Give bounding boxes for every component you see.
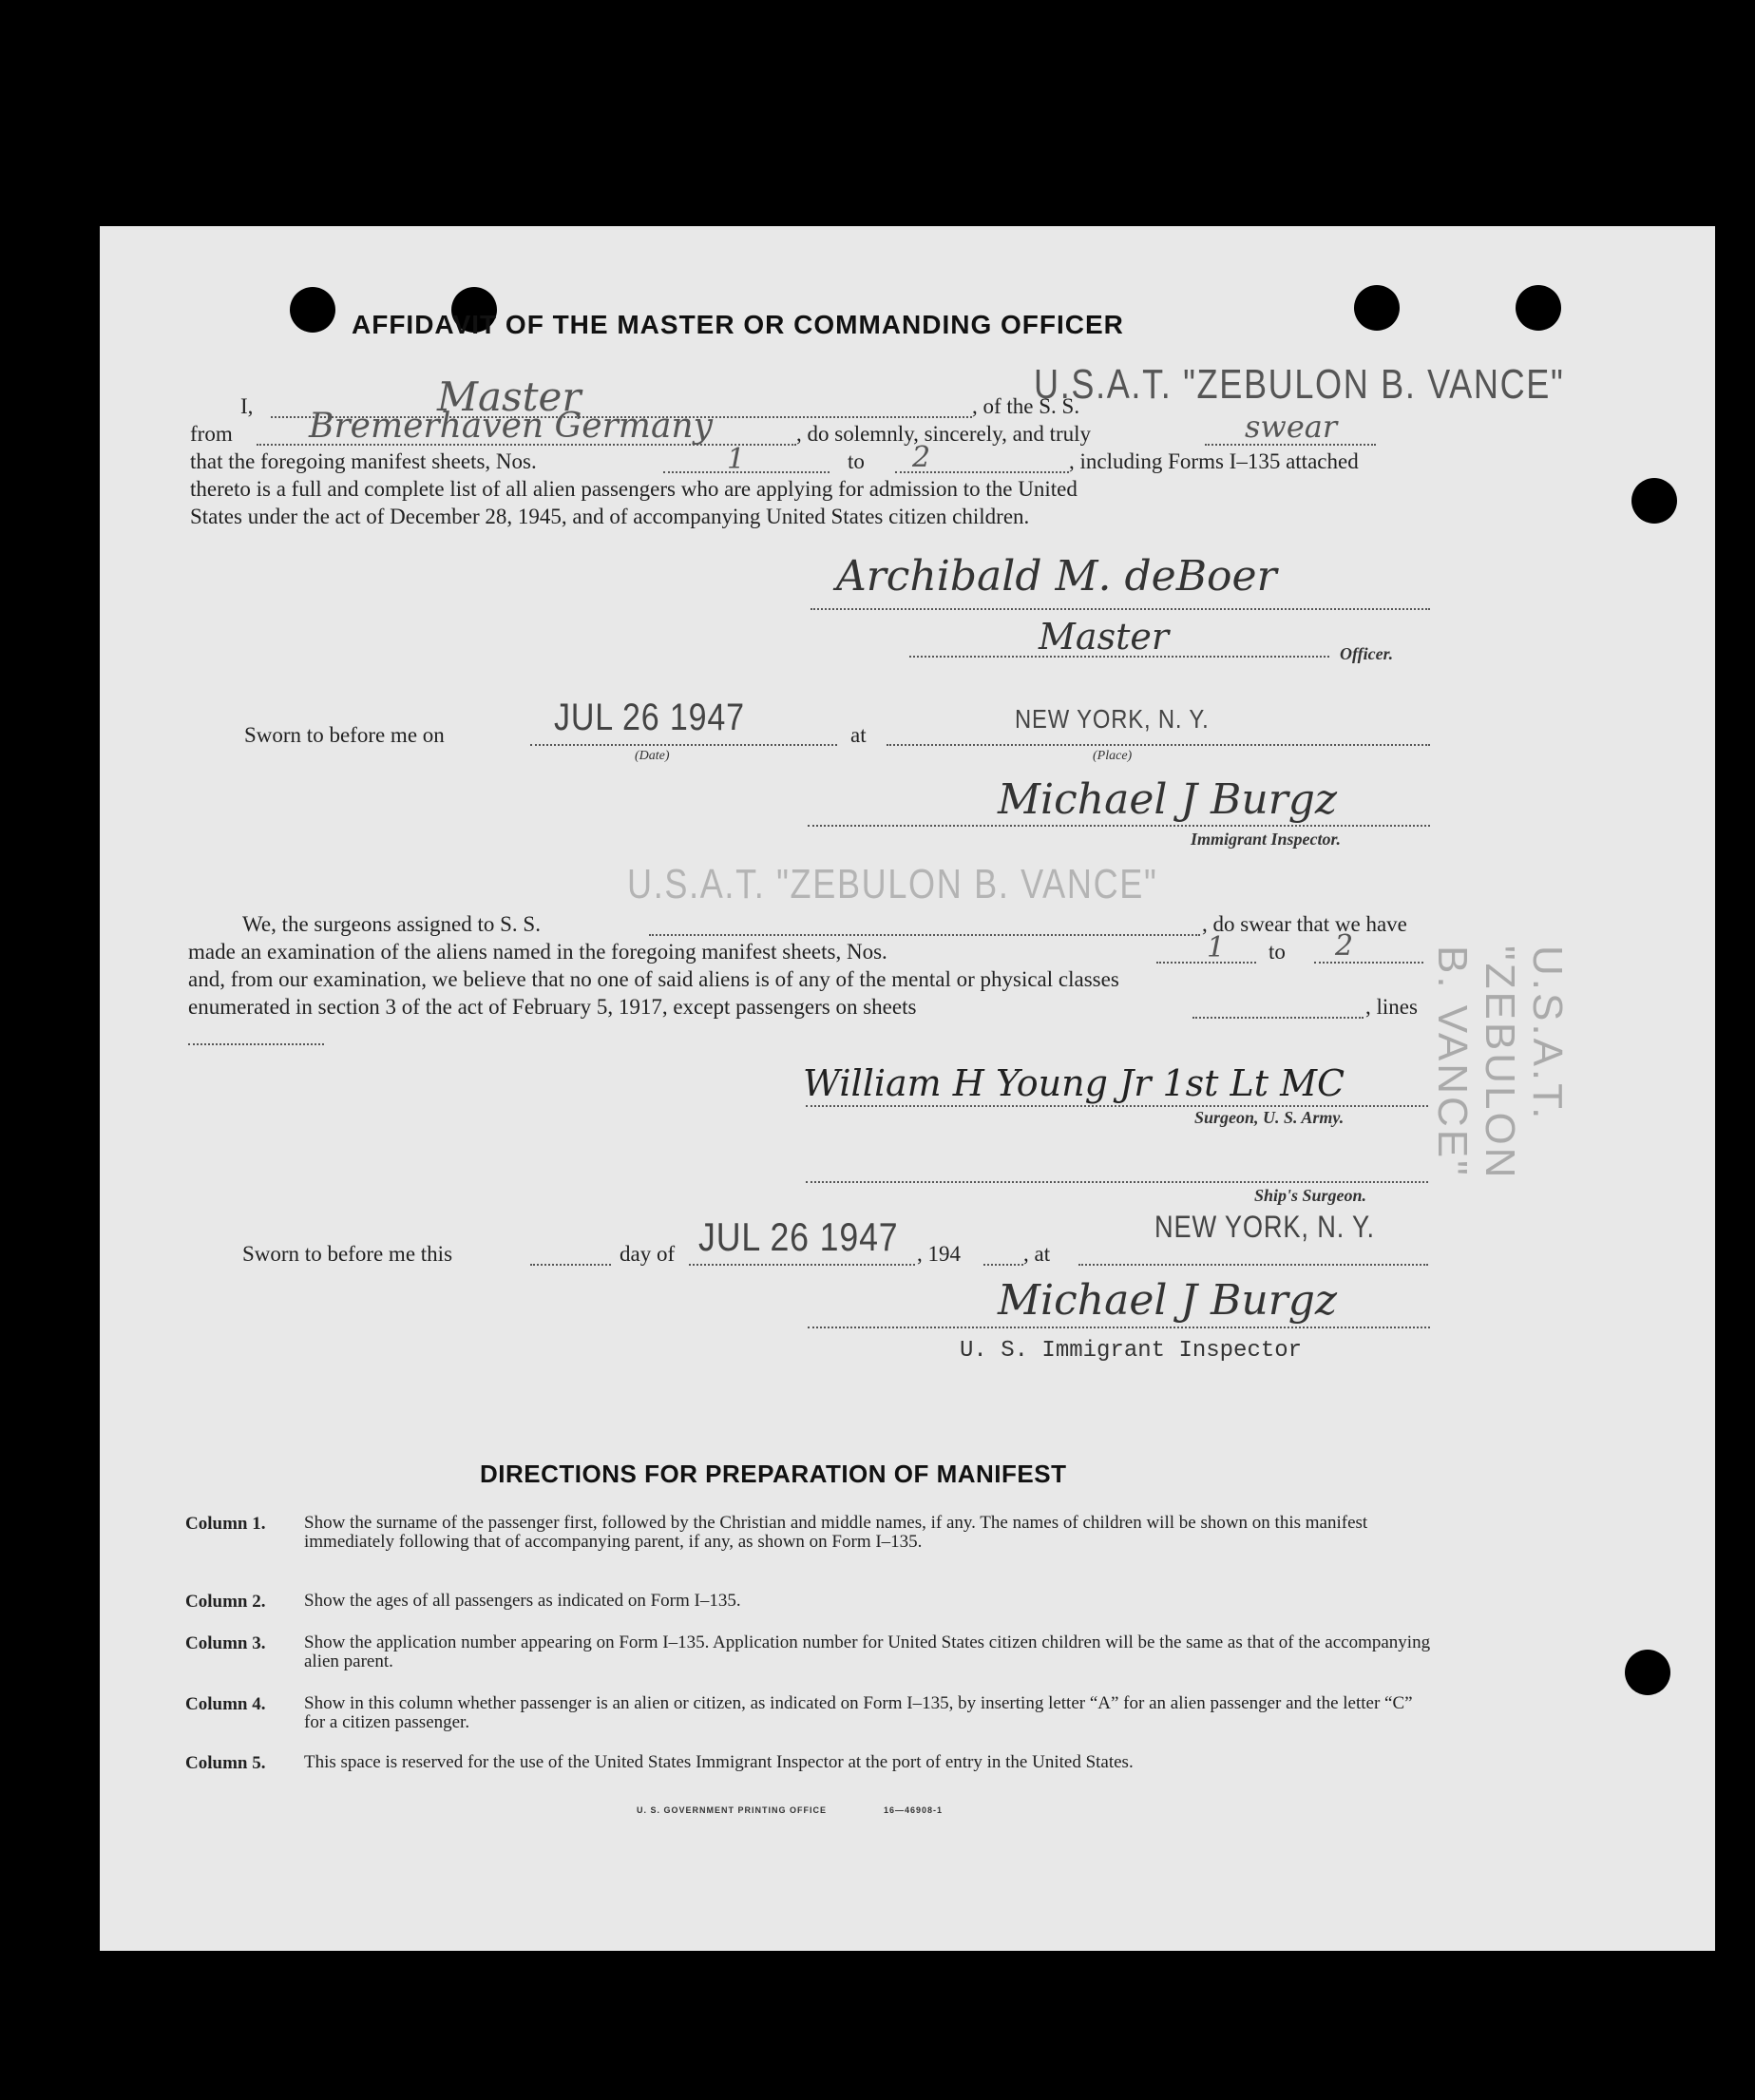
inspector-signature-second: Michael J Burgz (998, 1276, 1338, 1325)
surgeons-line1-suffix: , do swear that we have (1202, 912, 1407, 936)
line2-handwriting: Bremerhaven Germany (309, 407, 713, 446)
line3-to: to (848, 449, 865, 473)
line5: States under the act of December 28, 1945, and of accompanying United States citizen children. (190, 505, 1030, 528)
surgeons-sheets-to-blank (1314, 962, 1423, 964)
sworn-first-at: at (850, 723, 867, 747)
surgeons-lines-blank (188, 1043, 324, 1045)
sworn-second-place-blank (1078, 1264, 1428, 1266)
line3-prefix: that the foregoing manifest sheets, Nos. (190, 449, 537, 473)
line1-handwriting: Master (437, 373, 582, 420)
footer-printer: U. S. GOVERNMENT PRINTING OFFICE (637, 1805, 828, 1815)
surgeons-sheets-from-hand: 1 (1207, 931, 1226, 964)
direction-label-3: Column 3. (185, 1633, 266, 1653)
line1-mid: , of the S. S. (972, 394, 1080, 418)
sworn-second-month-blank (689, 1264, 915, 1266)
surgeons-ship-blank (649, 934, 1200, 936)
punch-hole-top-right (1354, 285, 1400, 331)
sheets-from-hand: 1 (727, 443, 746, 476)
inspector-line-first (808, 825, 1430, 827)
officer-label: Officer. (1340, 644, 1394, 663)
punch-hole-top-right-2 (1516, 285, 1561, 331)
punch-hole-right-lower (1625, 1650, 1670, 1695)
inspector-typed-label: U. S. Immigrant Inspector (960, 1338, 1303, 1364)
direction-text-2: Show the ages of all passengers as indicated on Form I–135. (304, 1591, 741, 1611)
sworn-first-date-label: (Date) (635, 749, 670, 763)
punch-hole-right-upper (1631, 478, 1677, 524)
sworn-first-prefix: Sworn to before me on (244, 723, 445, 747)
direction-label-1: Column 1. (185, 1514, 266, 1534)
line2-handwriting-2: swear (1245, 409, 1338, 445)
inspector-signature-first: Michael J Burgz (998, 775, 1338, 824)
sworn-second-day-blank (530, 1264, 611, 1266)
sworn-second-date-stamp: JUL 26 1947 (698, 1214, 899, 1259)
direction-text-4: Show in this column whether passenger is an alien or citizen, as indicated on Form I–135, by inserting letter “A” for an alien passenger and the letter “C” for a citizen passenger. (304, 1693, 1413, 1732)
master-signature: Archibald M. deBoer (836, 552, 1277, 601)
line2-prefix: from (190, 422, 233, 446)
side-vertical-stamp: U.S.A.T. "ZEBULON B. VANCE" (1429, 945, 1571, 1181)
direction-text-5: This space is reserved for the use of the United States Immigrant Inspector at the port of entry in the United States. (304, 1752, 1134, 1772)
surgeons-line2-prefix: made an examination of the aliens named in the foregoing manifest sheets, Nos. (188, 940, 887, 964)
line2-mid: , do solemnly, sincerely, and truly (796, 422, 1092, 446)
sworn-second-prefix: Sworn to before me this (242, 1242, 453, 1266)
master-signature-line (811, 608, 1430, 610)
inspector-label-first: Immigrant Inspector. (1191, 830, 1342, 849)
sworn-second-day-of: day of (620, 1242, 676, 1266)
sheets-from-blank (663, 471, 830, 473)
inspector-line-second (808, 1327, 1430, 1328)
direction-text-3: Show the application number appearing on Form I–135. Application number for United States citizen children will be the same as that of the accompanying alien parent. (304, 1632, 1431, 1671)
line3-suffix: , including Forms I–135 attached (1069, 449, 1359, 473)
direction-label-5: Column 5. (185, 1753, 266, 1773)
affidavit-page (100, 226, 1715, 1951)
surgeons-line3: and, from our examination, we believe that no one of said aliens is of any of the mental or physical classes (188, 967, 1119, 991)
affidavit-title: AFFIDAVIT OF THE MASTER OR COMMANDING OFFICER (352, 310, 1124, 339)
direction-text-1: Show the surname of the passenger first, followed by the Christian and middle names, if any. The names of children will be shown on this manifest immediately following that of accompanying parent, if any, as shown on Form I–135. (304, 1513, 1368, 1552)
ship-surgeon-label: Ship's Surgeon. (1254, 1186, 1367, 1205)
line1-prefix: I, (240, 394, 254, 418)
sworn-second-at: , at (1023, 1242, 1051, 1266)
sheets-to-hand: 2 (912, 441, 931, 474)
sworn-second-year-blank (983, 1264, 1023, 1266)
sworn-first-date-stamp: JUL 26 1947 (554, 697, 745, 738)
officer-handwriting: Master (1039, 616, 1169, 658)
direction-label-4: Column 4. (185, 1694, 266, 1714)
surgeon-label: Surgeon, U. S. Army. (1194, 1108, 1345, 1127)
surgeons-except-sheets-blank (1192, 1017, 1364, 1019)
sworn-second-place-stamp: NEW YORK, N. Y. (1154, 1210, 1375, 1244)
center-faded-stamp: U.S.A.T. "ZEBULON B. VANCE" (627, 861, 1158, 907)
ship-surgeon-line (806, 1181, 1428, 1183)
surgeons-line1-prefix: We, the surgeons assigned to S. S. (242, 912, 541, 936)
surgeons-sheets-to-hand: 2 (1335, 929, 1354, 963)
sworn-first-date-line (530, 744, 837, 746)
surgeons-line2-to: to (1269, 940, 1286, 964)
footer-form-number: 16—46908-1 (884, 1805, 944, 1815)
sworn-first-place-stamp: NEW YORK, N. Y. (1015, 704, 1210, 734)
direction-label-2: Column 2. (185, 1592, 266, 1612)
sworn-second-year: , 194 (917, 1242, 961, 1266)
surgeon-line (806, 1105, 1428, 1107)
sworn-first-place-line (887, 744, 1430, 746)
punch-hole-top-left (290, 287, 335, 333)
directions-title: DIRECTIONS FOR PREPARATION OF MANIFEST (480, 1460, 1067, 1488)
sworn-first-place-label: (Place) (1093, 749, 1133, 763)
vessel-stamp: U.S.A.T. "ZEBULON B. VANCE" (1034, 361, 1565, 408)
line4: thereto is a full and complete list of all alien passengers who are applying for admission to the United (190, 477, 1078, 501)
surgeons-line4-prefix: enumerated in section 3 of the act of February 5, 1917, except passengers on sheets (188, 995, 917, 1019)
officer-line (909, 656, 1329, 658)
surgeons-line4-suffix: , lines (1365, 995, 1418, 1019)
surgeon-signature: William H Young Jr 1st Lt MC (803, 1062, 1345, 1104)
